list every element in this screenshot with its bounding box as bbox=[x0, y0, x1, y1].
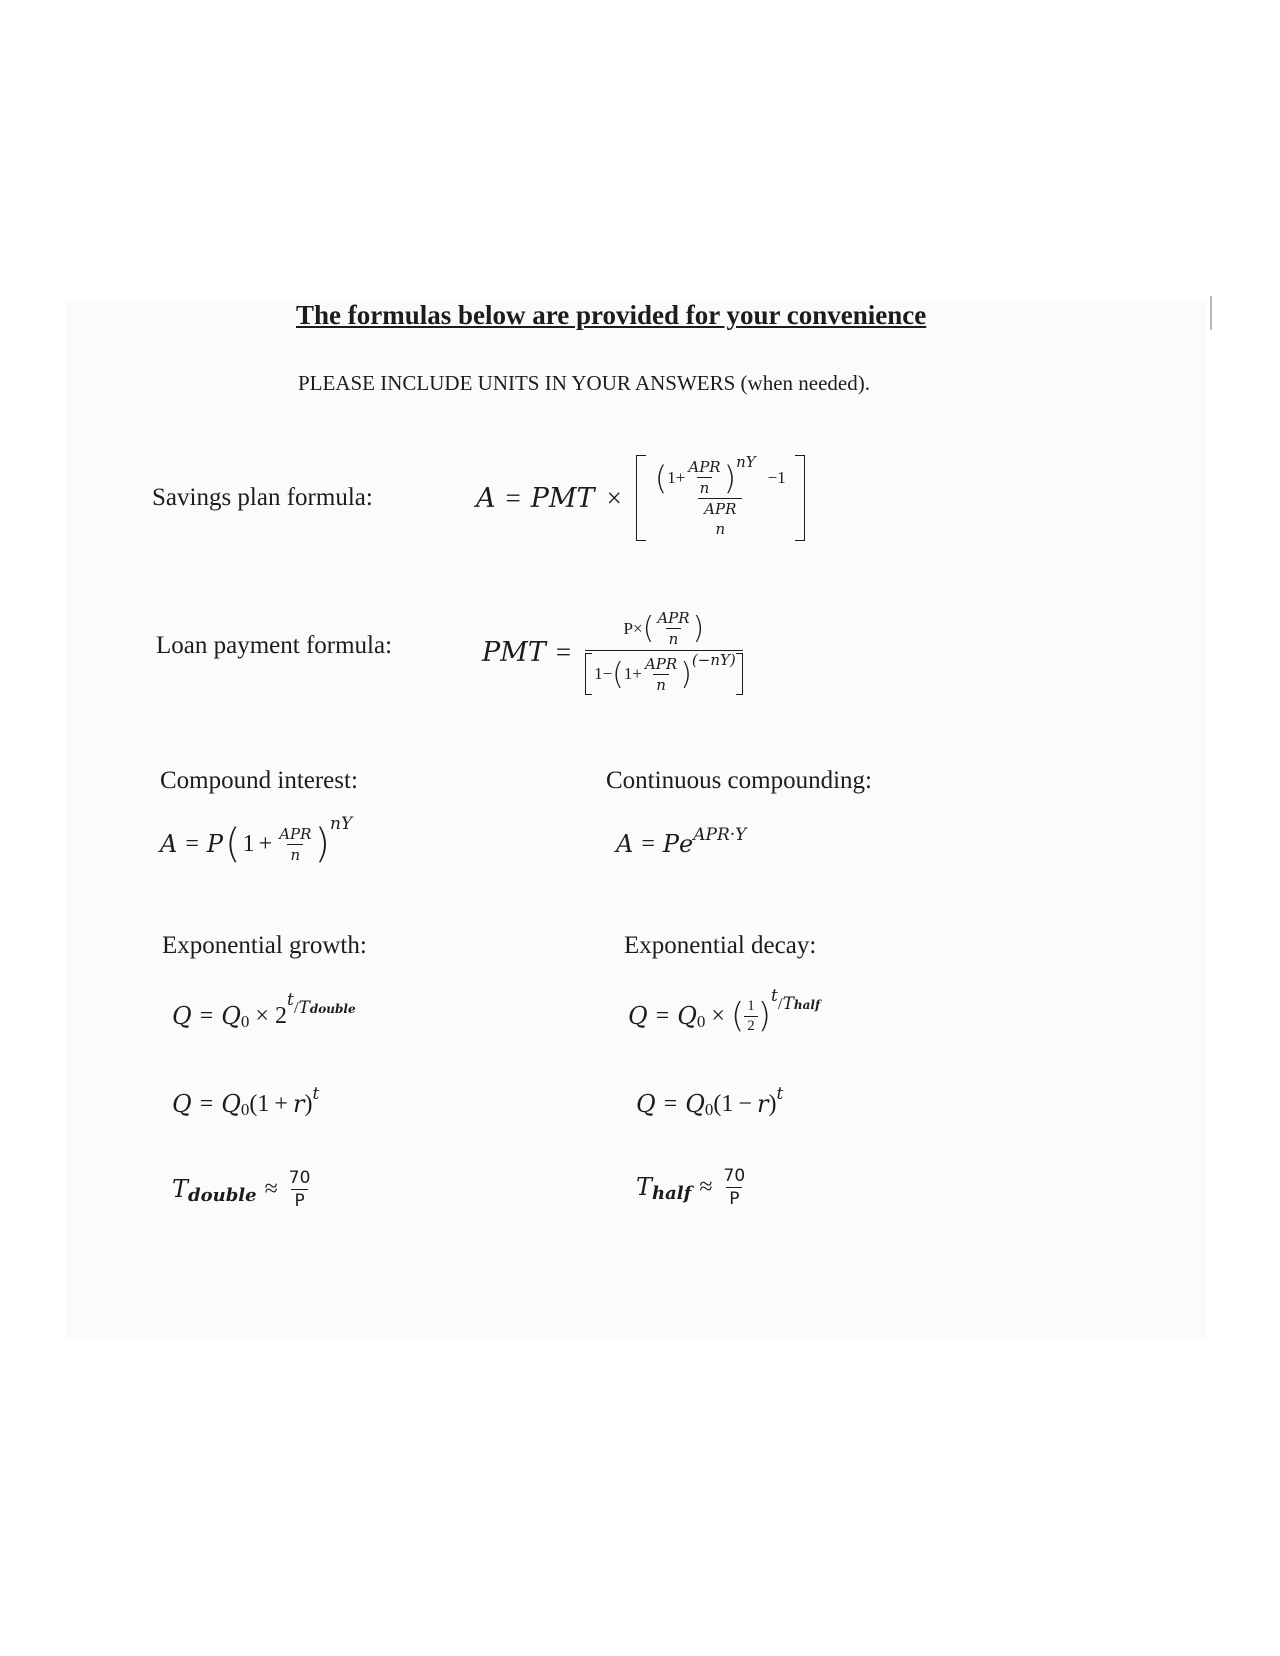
exponent-neg-ny: (−nY) bbox=[691, 651, 736, 669]
right-paren: ) bbox=[692, 611, 705, 646]
seventy: 70 bbox=[723, 1165, 746, 1186]
var-q: Q bbox=[628, 1002, 648, 1030]
apr-over-n-denominator bbox=[701, 500, 739, 538]
savings-plan-formula bbox=[476, 450, 805, 546]
var-t-half: T bbox=[782, 994, 794, 1014]
equals-sign: = bbox=[505, 482, 521, 513]
p-percent: P bbox=[291, 1189, 307, 1211]
left-paren: ( bbox=[642, 611, 655, 646]
decay-formula-rate bbox=[636, 1084, 783, 1124]
seventy-over-p bbox=[721, 1166, 749, 1209]
n-text: n bbox=[697, 477, 713, 497]
var-p: P bbox=[206, 830, 224, 858]
equals-sign: = bbox=[663, 1090, 678, 1117]
two: 2 bbox=[744, 1016, 758, 1035]
one-half bbox=[744, 998, 758, 1035]
equals-sign: = bbox=[199, 1002, 214, 1029]
apr-text: APR bbox=[644, 654, 678, 673]
var-t-double: T bbox=[172, 1175, 189, 1203]
loan-fraction bbox=[585, 609, 743, 695]
exponent-t-over-thalf bbox=[771, 986, 821, 1014]
one: 1 bbox=[257, 1090, 270, 1117]
one: 1 bbox=[747, 997, 755, 1014]
one-minus: 1− bbox=[594, 664, 613, 683]
p-percent: P bbox=[726, 1187, 742, 1209]
one: 1 bbox=[242, 830, 255, 857]
compound-interest-formula bbox=[160, 812, 352, 876]
apr-text: APR bbox=[279, 824, 312, 843]
left-bracket bbox=[585, 653, 592, 695]
var-q0: Q bbox=[677, 1002, 697, 1030]
var-q0: Q bbox=[685, 1090, 705, 1118]
one-plus: 1+ bbox=[623, 664, 642, 683]
apr-over-n bbox=[685, 458, 723, 497]
var-r: r bbox=[756, 1090, 769, 1118]
half-life-formula bbox=[636, 1162, 748, 1212]
seventy: 70 bbox=[288, 1167, 311, 1188]
subscript-zero: 0 bbox=[240, 1012, 250, 1031]
var-a: A bbox=[160, 830, 178, 858]
apr-over-n bbox=[654, 609, 692, 648]
var-p: P bbox=[662, 830, 680, 858]
right-paren: ) bbox=[768, 1090, 777, 1117]
var-pmt: PMT bbox=[530, 482, 595, 514]
exponent-t-over-tdouble bbox=[286, 990, 356, 1018]
left-paren: ( bbox=[713, 1090, 722, 1117]
right-bracket bbox=[736, 653, 743, 695]
equals-sign: = bbox=[185, 830, 199, 857]
var-t-half: T bbox=[636, 1173, 653, 1201]
right-paren: ) bbox=[757, 996, 771, 1036]
left-paren: ( bbox=[225, 821, 241, 867]
var-pmt: PMT bbox=[482, 636, 546, 668]
page-title: The formulas below are provided for your convenience bbox=[296, 300, 927, 330]
var-a: A bbox=[476, 482, 496, 514]
doubling-time-formula bbox=[172, 1164, 313, 1214]
subscript-zero: 0 bbox=[240, 1100, 250, 1119]
plus-sign: + bbox=[274, 1090, 288, 1117]
loan-numerator bbox=[624, 609, 705, 650]
n-text: n bbox=[666, 628, 682, 648]
savings-denominator bbox=[698, 498, 742, 538]
left-paren: ( bbox=[730, 996, 745, 1036]
approx-sign: ≈ bbox=[699, 1173, 713, 1200]
times-sign: × bbox=[711, 1002, 725, 1029]
savings-fraction bbox=[652, 452, 789, 538]
left-paren: ( bbox=[612, 656, 624, 692]
equals-sign: = bbox=[641, 830, 655, 857]
var-q0: Q bbox=[221, 1002, 241, 1030]
var-e: e bbox=[679, 830, 694, 858]
one-plus: 1+ bbox=[667, 467, 686, 487]
right-paren: ) bbox=[680, 656, 692, 692]
one: 1 bbox=[721, 1090, 734, 1117]
plus-sign: + bbox=[258, 830, 273, 857]
exponential-decay-label: Exponential decay: bbox=[624, 932, 817, 959]
left-bracket bbox=[636, 455, 646, 541]
right-paren: ) bbox=[314, 821, 331, 867]
subscript-half: half bbox=[793, 998, 821, 1012]
apr-text: APR bbox=[688, 458, 721, 476]
equals-sign: = bbox=[655, 1002, 670, 1029]
left-paren: ( bbox=[249, 1090, 258, 1117]
approx-sign: ≈ bbox=[264, 1175, 278, 1202]
subscript-zero: 0 bbox=[696, 1012, 706, 1031]
compound-interest-label: Compound interest: bbox=[160, 767, 358, 794]
exponent-t: t bbox=[312, 1084, 320, 1104]
left-paren: ( bbox=[654, 458, 668, 497]
subscript-double: double bbox=[188, 1184, 257, 1206]
seventy-over-p bbox=[286, 1168, 314, 1211]
var-t: t bbox=[771, 986, 778, 1006]
continuous-compounding-formula bbox=[616, 822, 746, 866]
continuous-compounding-label: Continuous compounding: bbox=[606, 767, 872, 794]
loan-denominator bbox=[585, 650, 743, 695]
exponent-apr-y: APR·Y bbox=[693, 825, 747, 845]
apr-text: APR bbox=[704, 500, 737, 518]
savings-plan-label: Savings plan formula: bbox=[152, 484, 373, 511]
decay-formula-half-life bbox=[628, 986, 820, 1046]
times-sign: × bbox=[255, 1002, 269, 1029]
exponent-ny: nY bbox=[736, 452, 756, 471]
n-text: n bbox=[715, 520, 726, 538]
right-paren: ) bbox=[723, 458, 737, 497]
exponent-ny: nY bbox=[330, 814, 353, 834]
var-q: Q bbox=[172, 1002, 192, 1030]
var-q: Q bbox=[636, 1090, 656, 1118]
equals-sign: = bbox=[555, 636, 572, 667]
apr-over-n bbox=[642, 655, 680, 694]
var-a: A bbox=[616, 830, 634, 858]
exponential-growth-label: Exponential growth: bbox=[162, 932, 367, 959]
var-r: r bbox=[292, 1090, 305, 1118]
edge-mark bbox=[1210, 296, 1212, 330]
minus-one: −1 bbox=[767, 467, 786, 487]
right-paren: ) bbox=[304, 1090, 313, 1117]
var-q0: Q bbox=[221, 1090, 241, 1118]
units-note: PLEASE INCLUDE UNITS IN YOUR ANSWERS (when needed). bbox=[298, 371, 870, 395]
minus-sign: − bbox=[738, 1090, 752, 1117]
var-t-double: T bbox=[298, 998, 310, 1018]
subscript-double: double bbox=[309, 1002, 356, 1016]
loan-payment-label: Loan payment formula: bbox=[156, 632, 393, 659]
apr-text: APR bbox=[657, 609, 690, 627]
p-times: P× bbox=[623, 618, 643, 638]
subscript-zero: 0 bbox=[704, 1100, 714, 1119]
slash: / bbox=[777, 994, 783, 1013]
var-q: Q bbox=[172, 1090, 192, 1118]
times-sign: × bbox=[606, 482, 622, 513]
base-two: 2 bbox=[274, 1002, 287, 1029]
growth-formula-doubling bbox=[172, 990, 356, 1038]
subscript-half: half bbox=[652, 1182, 692, 1204]
growth-formula-rate bbox=[172, 1084, 319, 1124]
n-text: n bbox=[287, 844, 303, 864]
apr-over-n bbox=[276, 825, 314, 864]
exponent-t: t bbox=[776, 1084, 784, 1104]
savings-numerator bbox=[652, 452, 789, 498]
loan-payment-formula bbox=[482, 600, 743, 704]
equals-sign: = bbox=[199, 1090, 214, 1117]
right-bracket bbox=[795, 455, 805, 541]
n-text: n bbox=[653, 674, 669, 694]
var-t: t bbox=[286, 990, 294, 1010]
slash: / bbox=[293, 998, 299, 1017]
